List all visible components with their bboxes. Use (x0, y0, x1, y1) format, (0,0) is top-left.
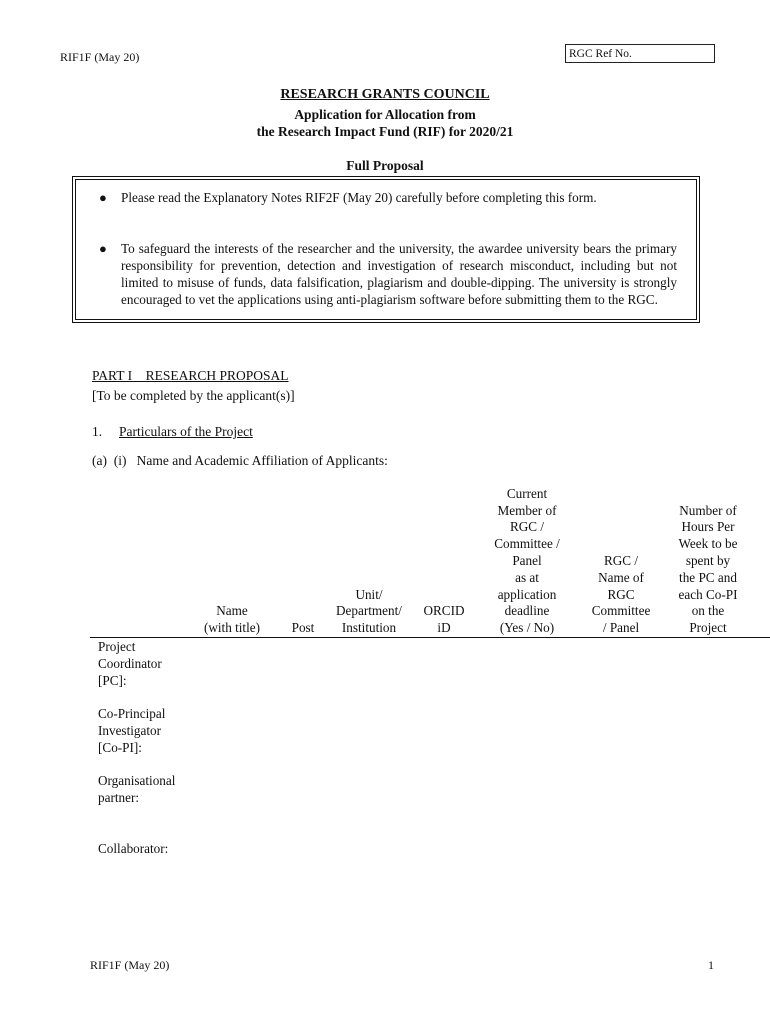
col-header-name: Name (with title) (203, 603, 261, 636)
notice-item-2 (99, 240, 677, 308)
title-line-1: Application for Allocation from (294, 107, 476, 122)
table-header-rule (90, 637, 770, 638)
section-title: Particulars of the Project (119, 424, 253, 439)
notice-item-1 (99, 189, 677, 206)
proposal-type: Full Proposal (346, 158, 424, 173)
col-header-member: Current Member of RGC / Committee / Panel as at application deadline (Yes / No) (494, 485, 560, 636)
notice-text-1: Please read the Explanatory Notes RIF2F (May 20) carefully before completing this form. (121, 190, 597, 205)
col-header-orcid: ORCID iD (423, 603, 465, 636)
part-heading: PART I RESEARCH PROPOSAL (92, 368, 289, 383)
col-header-post: Post (291, 620, 315, 636)
row-label-org-partner: Organisational partner: (98, 773, 176, 805)
page-number: 1 (708, 958, 714, 972)
notice-box (72, 176, 700, 323)
rgc-ref-box[interactable]: RGC Ref No. (565, 44, 715, 63)
col-header-committee: RGC / Name of RGC Committee / Panel (591, 553, 651, 636)
col-header-unit: Unit/ Department/ Institution (336, 586, 402, 636)
section-number: 1. (92, 424, 103, 439)
col-header-hours: Number of Hours Per Week to be spent by the PC and each Co-PI on the Project (678, 502, 738, 636)
part-note: [To be completed by the applicant(s)] (92, 388, 295, 403)
row-label-copi: Co-Principal Investigator [Co-PI]: (98, 706, 166, 755)
bullet-icon: ● (99, 190, 107, 205)
subsection-title: (a) (i) Name and Academic Affiliation of Applicants: (92, 453, 388, 468)
row-label-pc: Project Coordinator [PC]: (98, 639, 162, 688)
title-line-2: the Research Impact Fund (RIF) for 2020/21 (256, 124, 514, 139)
council-title: RESEARCH GRANTS COUNCIL (280, 87, 490, 102)
form-code-footer: RIF1F (May 20) (90, 958, 170, 972)
notice-text-2: To safeguard the interests of the researcher and the university, the awardee university bears the primary responsibility for prevention, detection and investigation of research misconduct, including but not limited to misuse of funds, data falsification, plagiarism and double-dipping. The university is strongly encouraged to vet the applications using anti-plagiarism software before submitting them to the RGC. (121, 241, 677, 307)
bullet-icon: ● (99, 241, 107, 256)
form-code-header: RIF1F (May 20) (60, 50, 140, 64)
row-label-collaborator: Collaborator: (98, 841, 169, 856)
